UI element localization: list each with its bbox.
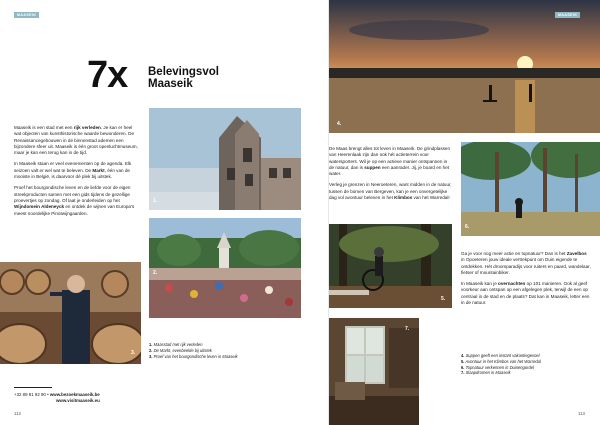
big-number: 7x (87, 54, 128, 96)
page-number: 113 (578, 411, 585, 416)
photo-wine-cellar (0, 262, 141, 364)
photo-forest (461, 142, 600, 236)
photo-sunset-suppen (329, 0, 600, 133)
website-link[interactable]: www.bezoekmaaseik.be (49, 392, 100, 397)
caption-item: 7. Slaapdromen in Maaseik (461, 370, 511, 376)
photo-market-square (149, 218, 301, 318)
section-tag: MAASEIK (555, 12, 580, 18)
photo-number: 4. (337, 121, 342, 127)
caption-item: 6. Topnatuur verkennen in Duinengordel (461, 364, 534, 370)
body-paragraph: Ga je voor nog meer actie en topnatuur? Dan is het Zavelbos in Opoeteren jouw ideale vertrekpunt om Duin eigende te ontdekken. Hét droomparadijs voor ruiters en paard, wandelaar, fietser of mountainbiker. (461, 251, 591, 275)
photo-overnight-room (329, 318, 419, 425)
intro-text (14, 125, 139, 222)
intro-paragraph: In Maaseik staan er veel evenementen op de agenda. Elk seizoen valt er wel wat te beleven. De Markt, één van de mooiste in België, is daarvoor dé plek bij uitstek. (14, 161, 132, 180)
photo-number: 2. (153, 270, 158, 276)
right-page (328, 0, 600, 425)
body-text-column-1 (329, 146, 453, 206)
body-paragraph: De Maas brengt alles tot leven in Maaseik. De grindplassen van Heerenlaak zijn dan ook hét actieterrein voor watersporters. Wil je op een actieve manier ontspannen in de natuur, dan is suppen een aanrader. Jij, je board en het water. (329, 146, 451, 177)
caption-item: 4. Suppen geeft een instant vakantiegevoel (461, 353, 540, 358)
phone-number: +32 89 81 92 90 (14, 392, 46, 397)
photo-number: 5. (441, 296, 446, 302)
photo-historic-building (149, 108, 301, 210)
photo-number: 6. (465, 224, 470, 230)
caption-item: 1. Maasstad met rijk verleden (149, 342, 203, 347)
body-text-column-2 (461, 251, 591, 311)
website-link[interactable]: www.visitmaaseik.eu (56, 398, 100, 404)
title-line-2: Maaseik (148, 78, 193, 90)
photo-number: 1. (153, 198, 158, 204)
photo-captions (149, 342, 309, 359)
body-paragraph: Verleg je grenzen in Neeroeteren, want midden in de natuur, tussen de bomen van Bergeven, kan je een onvergetelijke dag vol avontuur beleven in het Klimbos van het Warredal! (329, 182, 452, 201)
caption-item: 2. De Markt, evenbeelde bij uitstek (149, 347, 212, 353)
photo-number: 3. (131, 350, 136, 356)
contact-footer: +32 89 81 92 90 • www.bezoekmaaseik.be www.visitmaaseik.eu (14, 392, 100, 404)
body-paragraph: In Maaseik kan je overnachten op 101 manieren. Ook al geef voorkeur aan ontspan op een afgelegen plek, terwijl de een op centraal in de stad en de plaats? Dat kan in Maaseik, letter een in de natuur. (461, 281, 590, 306)
section-tag: MAASEIK (14, 12, 39, 18)
footer-divider (14, 387, 52, 388)
article-title (148, 66, 219, 90)
caption-item: 5. Avontuur in het Klimbos van het Warredal (461, 358, 541, 364)
intro-paragraph: Maaseik is een stad met een rijk verleden. Je kan er heel wat objecten van kunsthistorische waarde bewonderen. De Renaissancegebouwen in de binnenstad ademen een bijzondere sfeer uit. Maaseik is één groot openluchtmuseum, maar je kan een terug kan in de tijd. (14, 125, 138, 156)
photo-klimbos (329, 224, 452, 308)
photo-captions (461, 353, 596, 376)
page-number: 112 (14, 411, 21, 416)
caption-item: 3. Proef van het bourgondische leven in Maaseik (149, 353, 238, 359)
intro-paragraph: Proef het bourgondische leven en de liefde voor de eigen streekproducten samen met een gids tijdens de gezellige proevertjes op zondag. Of laat je onderleiden op het Wijndomein Aldeneyck en ontdek de wijnen van Europa's meest noordelijke Pinotwijngaarden. (14, 185, 135, 216)
title-line-1: Belevingsvol (148, 66, 219, 78)
photo-number: 7. (405, 326, 410, 332)
